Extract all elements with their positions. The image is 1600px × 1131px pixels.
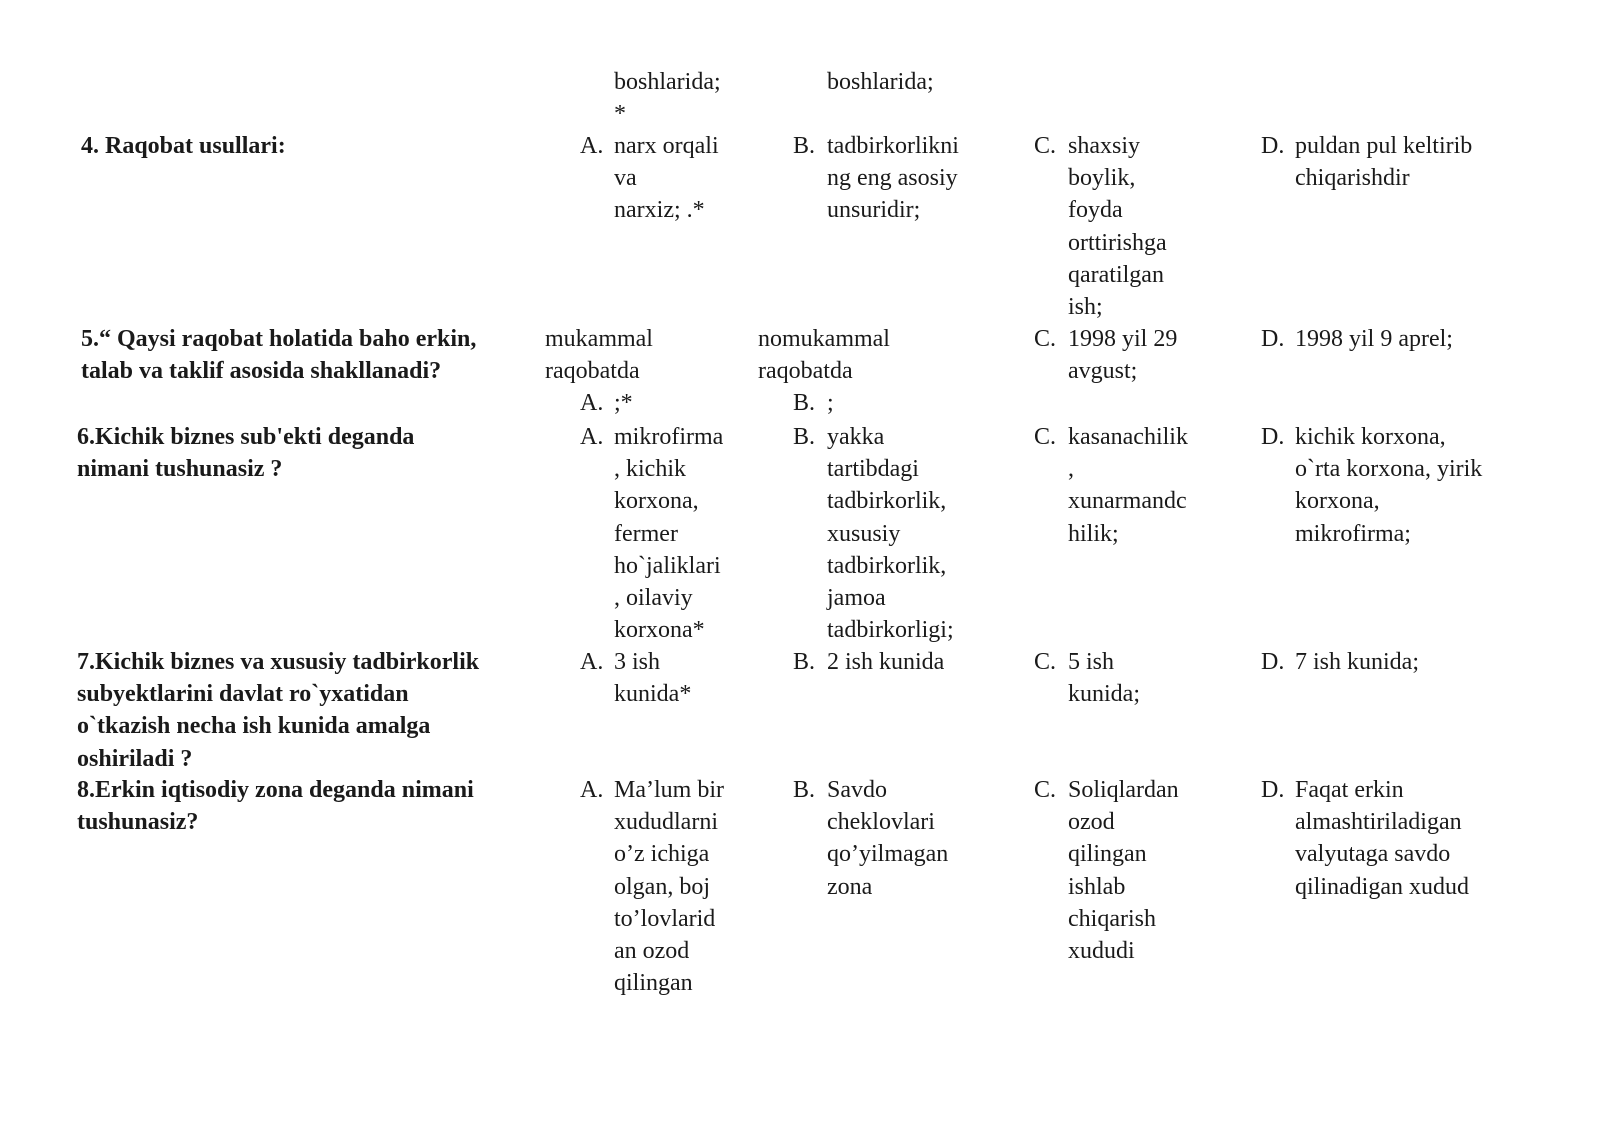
- option-c-text: boylik,: [1068, 165, 1136, 192]
- option-a-text: narxiz; .*: [614, 197, 705, 224]
- option-a-continuation: boshlarida;: [614, 69, 721, 95]
- option-b-letter: B.: [793, 777, 816, 803]
- option-c-text: xududi: [1068, 938, 1135, 964]
- option-a-text: o’z ichiga: [614, 841, 710, 868]
- option-c-text: orttirishga: [1068, 229, 1167, 256]
- option-a-text: ho`jaliklari: [614, 552, 721, 579]
- option-c-text: shaxsiy: [1068, 133, 1140, 159]
- option-b-letter: B.: [793, 649, 816, 675]
- option-c-text: xunarmandc: [1068, 488, 1187, 515]
- option-b-text: tadbirkorlikni: [827, 133, 959, 159]
- option-a-text: ;*: [614, 390, 633, 417]
- option-a-letter: A.: [580, 777, 604, 803]
- option-b-text: tartibdagi: [827, 456, 919, 483]
- option-d-letter: D.: [1261, 133, 1285, 159]
- question-text: 6.Kichik biznes sub'ekti deganda: [77, 424, 415, 450]
- question-text: nimani tushunasiz ?: [77, 456, 283, 483]
- option-a-text: korxona*: [614, 617, 705, 644]
- option-b-text: tadbirkorlik,: [827, 552, 947, 579]
- option-c-text: Soliqlardan: [1068, 777, 1179, 803]
- option-c-text: hilik;: [1068, 520, 1119, 547]
- option-c-text: 1998 yil 29: [1068, 326, 1178, 352]
- option-a-text: , oilaviy: [614, 585, 693, 611]
- option-a-text: va: [614, 165, 637, 192]
- option-c-text: ish;: [1068, 294, 1103, 320]
- option-c-text: qaratilgan: [1068, 261, 1164, 288]
- option-c-text: kasanachilik: [1068, 424, 1188, 450]
- option-a-text: Ma’lum bir: [614, 777, 724, 803]
- option-b-text: yakka: [827, 424, 885, 450]
- option-c-letter: C.: [1034, 424, 1057, 450]
- option-c-letter: C.: [1034, 326, 1057, 352]
- question-text: 4. Raqobat usullari:: [81, 133, 286, 159]
- option-a-text: to’lovlarid: [614, 905, 716, 932]
- option-a-prefix: raqobatda: [545, 358, 640, 385]
- option-d-text: kichik korxona,: [1295, 424, 1446, 450]
- option-d-text: 7 ish kunida;: [1295, 649, 1419, 675]
- option-a-text: mikrofirma: [614, 424, 724, 450]
- option-d-letter: D.: [1261, 424, 1285, 450]
- option-a-prefix: mukammal: [545, 326, 653, 352]
- option-b-letter: B.: [793, 390, 816, 417]
- option-b-text: 2 ish kunida: [827, 649, 945, 675]
- option-a-text: 3 ish: [614, 649, 661, 675]
- option-b-text: zona: [827, 873, 873, 900]
- option-d-letter: D.: [1261, 649, 1285, 675]
- option-d-text: puldan pul keltirib: [1295, 133, 1473, 159]
- option-d-text: chiqarishdir: [1295, 165, 1410, 192]
- option-a-continuation: *: [614, 101, 626, 128]
- option-c-text: kunida;: [1068, 681, 1140, 708]
- option-a-letter: A.: [580, 390, 604, 417]
- option-a-text: olgan, boj: [614, 873, 710, 900]
- option-c-letter: C.: [1034, 133, 1057, 159]
- option-b-text: jamoa: [827, 585, 886, 611]
- option-d-text: almashtiriladigan: [1295, 809, 1462, 836]
- option-d-letter: D.: [1261, 777, 1285, 803]
- option-d-text: Faqat erkin: [1295, 777, 1404, 803]
- option-b-prefix: nomukammal: [758, 326, 890, 352]
- question-text: subyektlarini davlat ro`yxatidan: [77, 681, 409, 708]
- question-text: 8.Erkin iqtisodiy zona deganda nimani: [77, 777, 474, 803]
- option-c-text: avgust;: [1068, 358, 1138, 385]
- option-b-prefix: raqobatda: [758, 358, 853, 385]
- option-b-text: tadbirkorligi;: [827, 617, 954, 644]
- option-d-text: 1998 yil 9 aprel;: [1295, 326, 1453, 352]
- option-c-text: chiqarish: [1068, 905, 1156, 932]
- option-a-text: korxona,: [614, 488, 699, 515]
- option-d-text: qilinadigan xudud: [1295, 873, 1469, 900]
- option-c-text: ishlab: [1068, 873, 1126, 900]
- option-a-text: an ozod: [614, 938, 690, 964]
- option-b-text: ;: [827, 390, 834, 417]
- question-text: 7.Kichik biznes va xususiy tadbirkorlik: [77, 649, 480, 675]
- option-a-text: qilingan: [614, 970, 693, 997]
- question-text: talab va taklif asosida shakllanadi?: [81, 358, 442, 385]
- option-c-text: qilingan: [1068, 841, 1147, 868]
- question-text: oshiriladi ?: [77, 745, 193, 772]
- question-text: 5.“ Qaysi raqobat holatida baho erkin,: [81, 326, 477, 352]
- option-c-letter: C.: [1034, 649, 1057, 675]
- option-d-text: korxona,: [1295, 488, 1380, 515]
- option-a-text: fermer: [614, 520, 678, 547]
- option-a-letter: A.: [580, 649, 604, 675]
- option-c-text: ,: [1068, 456, 1074, 483]
- option-c-letter: C.: [1034, 777, 1057, 803]
- option-b-text: tadbirkorlik,: [827, 488, 947, 515]
- option-b-text: unsuridir;: [827, 197, 921, 224]
- option-c-text: foyda: [1068, 197, 1123, 224]
- option-b-continuation: boshlarida;: [827, 69, 934, 95]
- option-d-text: valyutaga savdo: [1295, 841, 1451, 868]
- option-b-text: cheklovlari: [827, 809, 935, 836]
- option-a-letter: A.: [580, 424, 604, 450]
- option-a-text: xududlarni: [614, 809, 718, 836]
- option-a-text: , kichik: [614, 456, 686, 483]
- option-d-text: o`rta korxona, yirik: [1295, 456, 1483, 483]
- option-b-text: Savdo: [827, 777, 887, 803]
- option-b-letter: B.: [793, 424, 816, 450]
- option-a-text: narx orqali: [614, 133, 719, 159]
- option-b-text: xususiy: [827, 520, 901, 547]
- option-b-text: ng eng asosiy: [827, 165, 958, 192]
- question-text: tushunasiz?: [77, 809, 199, 836]
- option-a-text: kunida*: [614, 681, 692, 708]
- option-a-letter: A.: [580, 133, 604, 159]
- option-c-text: 5 ish: [1068, 649, 1115, 675]
- option-c-text: ozod: [1068, 809, 1115, 836]
- question-text: o`tkazish necha ish kunida amalga: [77, 713, 431, 740]
- option-b-letter: B.: [793, 133, 816, 159]
- option-b-text: qo’yilmagan: [827, 841, 949, 868]
- option-d-letter: D.: [1261, 326, 1285, 352]
- option-d-text: mikrofirma;: [1295, 520, 1411, 547]
